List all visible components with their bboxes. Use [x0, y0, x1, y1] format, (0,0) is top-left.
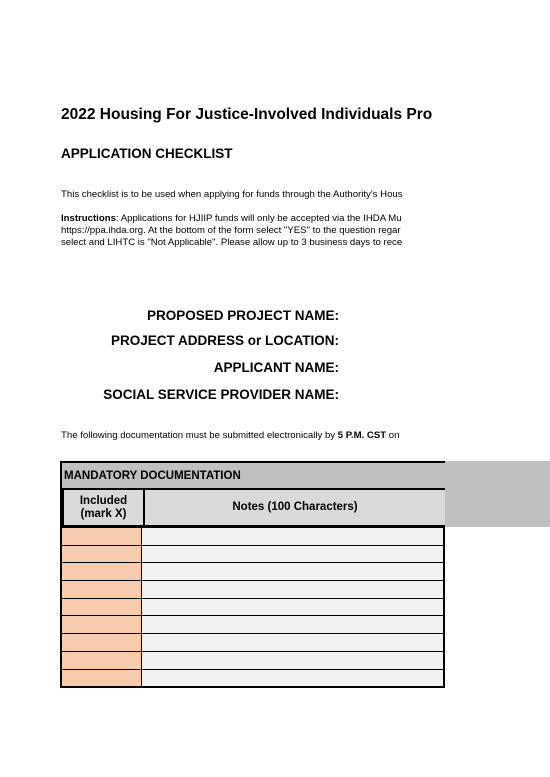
- deadline-prefix: The following documentation must be submitted electronically by: [61, 430, 338, 441]
- table-header-row: [60, 488, 445, 527]
- project-name-label: PROPOSED PROJECT NAME:: [146, 308, 339, 323]
- checklist-rows: [60, 527, 445, 686]
- instructions-line-2: https://ppa.ihda.org. At the bottom of the form select "YES" to the question regar: [61, 225, 401, 236]
- checklist-heading: APPLICATION CHECKLIST: [61, 146, 233, 161]
- project-address-label: PROJECT ADDRESS or LOCATION:: [110, 333, 339, 348]
- table-row: [60, 562, 445, 580]
- included-cell[interactable]: [60, 633, 143, 652]
- instructions-line-3: select and LIHTC is "Not Applicable". Please allow up to 3 business days to rece: [61, 237, 403, 248]
- instructions-line-1: [61, 213, 402, 225]
- notes-cell[interactable]: [141, 545, 445, 564]
- deadline-suffix: on: [386, 430, 400, 441]
- social-service-provider-label: SOCIAL SERVICE PROVIDER NAME:: [103, 387, 339, 402]
- included-cell[interactable]: [60, 615, 143, 634]
- table-row: [60, 669, 445, 687]
- notes-cell[interactable]: [141, 580, 445, 599]
- instructions-label: Instructions: [61, 213, 116, 224]
- deadline-text: [61, 430, 399, 441]
- table-row: [60, 527, 445, 545]
- header-fill-overflow: [445, 461, 550, 527]
- table-row: [60, 598, 445, 616]
- table-row: [60, 633, 445, 651]
- deadline-time: 5 P.M. CST: [337, 430, 387, 441]
- included-cell[interactable]: [60, 669, 143, 688]
- table-row: [60, 545, 445, 563]
- included-cell[interactable]: [60, 527, 143, 546]
- notes-column-header: Notes (100 Characters): [143, 488, 445, 527]
- included-cell[interactable]: [60, 580, 143, 599]
- included-header-label: Included (mark X): [79, 494, 128, 520]
- notes-cell[interactable]: [141, 598, 445, 617]
- notes-cell[interactable]: [141, 527, 445, 546]
- included-cell[interactable]: [60, 651, 143, 670]
- intro-text: This checklist is to be used when applying for funds through the Authority's Hous: [61, 189, 403, 200]
- included-cell[interactable]: [60, 545, 143, 564]
- included-cell[interactable]: [60, 598, 143, 617]
- notes-cell[interactable]: [141, 651, 445, 670]
- applicant-name-label: APPLICANT NAME:: [213, 360, 339, 375]
- mandatory-documentation-header: [60, 461, 445, 488]
- table-row: [60, 651, 445, 669]
- table-row: [60, 615, 445, 633]
- document-title: 2022 Housing For Justice-Involved Individuals Pro: [61, 106, 433, 123]
- notes-cell[interactable]: [141, 633, 445, 652]
- notes-cell[interactable]: [141, 562, 445, 581]
- instructions-text: : Applications for HJIIP funds will only be accepted via the IHDA Mu: [115, 213, 402, 224]
- section-title: MANDATORY DOCUMENTATION: [64, 470, 241, 482]
- table-row: [60, 580, 445, 598]
- included-cell[interactable]: [60, 562, 143, 581]
- notes-cell[interactable]: [141, 615, 445, 634]
- notes-cell[interactable]: [141, 669, 445, 688]
- included-column-header: [62, 488, 145, 527]
